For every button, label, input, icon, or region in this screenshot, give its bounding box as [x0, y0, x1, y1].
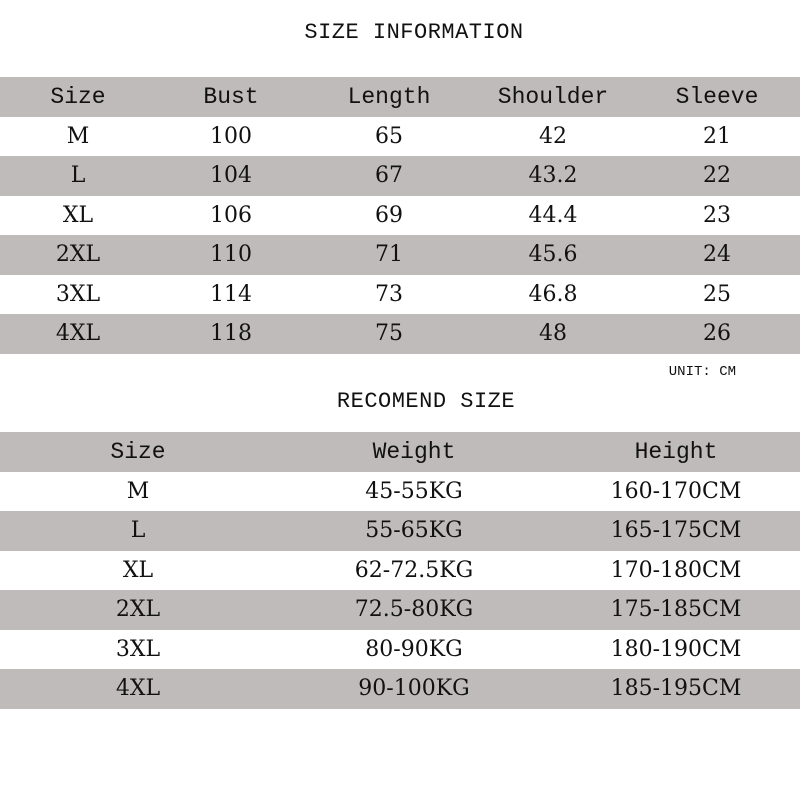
- table-row: [0, 196, 800, 236]
- recommend-size-title: RECOMEND SIZE: [336, 389, 516, 414]
- size-cell: 3XL: [115, 636, 161, 662]
- height-cell: 180-190CM: [610, 636, 742, 662]
- shoulder-cell: 48: [539, 321, 567, 347]
- shoulder-cell: 45.6: [528, 242, 578, 268]
- length-cell: 67: [375, 163, 403, 189]
- sleeve-cell: 21: [703, 123, 731, 149]
- shoulder-cell: 44.4: [528, 202, 578, 228]
- bust-cell: 114: [210, 281, 252, 307]
- length-cell: 71: [375, 242, 403, 268]
- table-row: [0, 156, 800, 196]
- size-cell: L: [130, 518, 146, 544]
- weight-cell: 55-65KG: [365, 518, 463, 544]
- size-information-title: SIZE INFORMATION: [304, 20, 524, 45]
- sleeve-cell: 26: [703, 321, 731, 347]
- size-table-header-row: [0, 77, 800, 117]
- header-sleeve: Sleeve: [675, 83, 759, 110]
- table-row: [0, 551, 800, 591]
- bust-cell: 100: [210, 123, 252, 149]
- bust-cell: 106: [210, 202, 252, 228]
- unit-label: UNIT: CM: [668, 364, 736, 380]
- size-cell: 3XL: [55, 281, 101, 307]
- header-size: Size: [110, 438, 166, 465]
- table-row: [0, 117, 800, 157]
- length-cell: 65: [375, 123, 403, 149]
- size-cell: 4XL: [115, 676, 161, 702]
- height-cell: 185-195CM: [610, 676, 742, 702]
- shoulder-cell: 46.8: [528, 281, 578, 307]
- size-cell: 2XL: [55, 242, 101, 268]
- bust-cell: 118: [210, 321, 252, 347]
- size-cell: L: [70, 163, 86, 189]
- height-cell: 160-170CM: [610, 478, 742, 504]
- recommend-size-table: [0, 432, 800, 709]
- header-size: Size: [50, 83, 106, 110]
- length-cell: 75: [375, 321, 403, 347]
- table-row: [0, 472, 800, 512]
- table-row: [0, 314, 800, 354]
- size-cell: XL: [62, 202, 94, 228]
- size-cell: M: [66, 123, 90, 149]
- shoulder-cell: 42: [539, 123, 567, 149]
- sleeve-cell: 23: [703, 202, 731, 228]
- size-cell: M: [126, 478, 150, 504]
- header-shoulder: Shoulder: [497, 83, 609, 110]
- height-cell: 170-180CM: [610, 557, 742, 583]
- weight-cell: 90-100KG: [358, 676, 470, 702]
- size-cell: XL: [122, 557, 154, 583]
- size-cell: 4XL: [55, 321, 101, 347]
- table-row: [0, 590, 800, 630]
- shoulder-cell: 43.2: [528, 163, 578, 189]
- weight-cell: 45-55KG: [365, 478, 463, 504]
- weight-cell: 62-72.5KG: [354, 557, 474, 583]
- table-row: [0, 630, 800, 670]
- table-row: [0, 669, 800, 709]
- header-height: Height: [634, 438, 718, 465]
- length-cell: 73: [375, 281, 403, 307]
- header-bust: Bust: [203, 83, 259, 110]
- bust-cell: 104: [210, 163, 252, 189]
- size-cell: 2XL: [115, 597, 161, 623]
- table-row: [0, 511, 800, 551]
- height-cell: 165-175CM: [610, 518, 742, 544]
- length-cell: 69: [375, 202, 403, 228]
- recommend-table-header-row: [0, 432, 800, 472]
- weight-cell: 80-90KG: [365, 636, 463, 662]
- header-length: Length: [347, 83, 431, 110]
- table-row: [0, 275, 800, 315]
- table-row: [0, 235, 800, 275]
- sleeve-cell: 24: [703, 242, 731, 268]
- header-weight: Weight: [372, 438, 456, 465]
- bust-cell: 110: [210, 242, 252, 268]
- sleeve-cell: 25: [703, 281, 731, 307]
- size-information-table: [0, 77, 800, 354]
- weight-cell: 72.5-80KG: [354, 597, 474, 623]
- sleeve-cell: 22: [703, 163, 731, 189]
- height-cell: 175-185CM: [610, 597, 742, 623]
